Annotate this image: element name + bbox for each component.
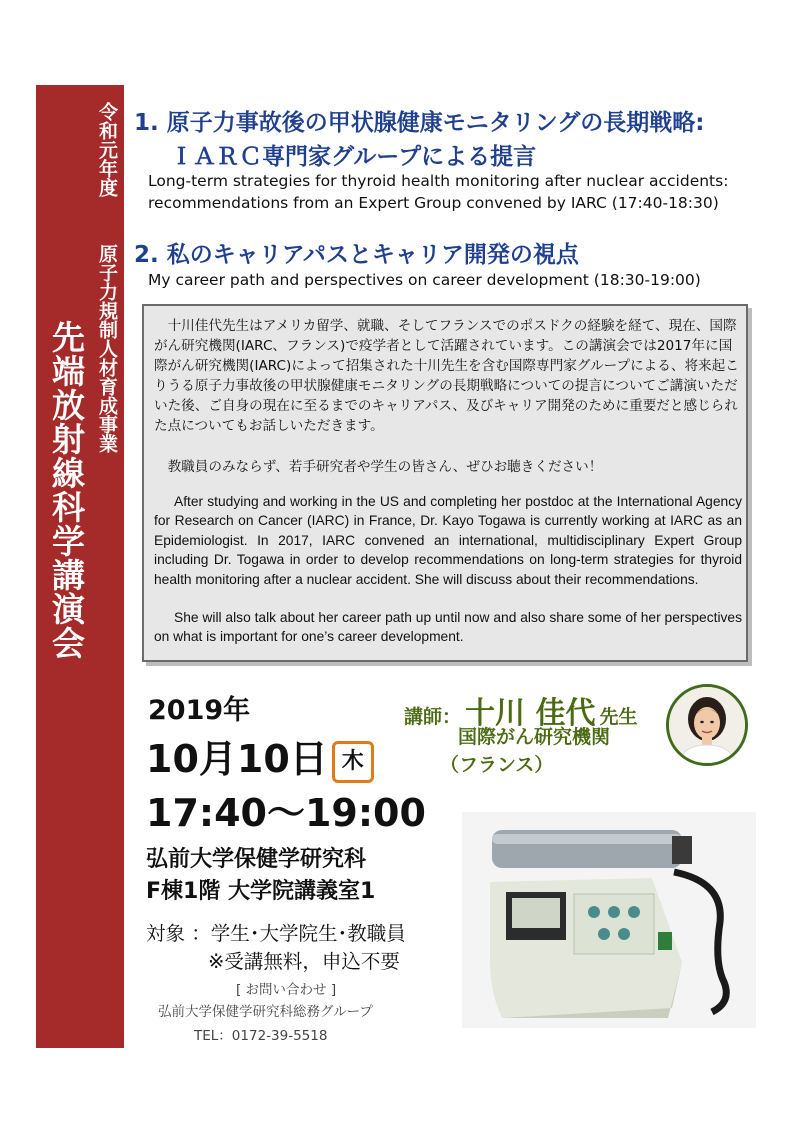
admission-note: ※受講無料，申込不要 [208, 950, 400, 973]
speaker-photo [666, 684, 748, 766]
venue-line2: F棟1階 大学院講義室1 [146, 879, 376, 904]
event-date-text: 10月10日 [146, 737, 328, 781]
description-english-para2: She will also talk about her career path up until now and also share some of her perspectives on what is important for one’s career development. [154, 610, 742, 645]
banner-lecture-title: 先端放射線科学講演会 [47, 320, 86, 660]
speaker-label: 講師： [404, 706, 462, 728]
speaker-organization: 国際がん研究機関 [458, 726, 611, 748]
talk1-title-line1: 1. 原子力事故後の甲状腺健康モニタリングの長期戦略: [134, 110, 705, 136]
event-date [146, 728, 374, 783]
audience: 対象 ：学生･大学院生･教職員 [146, 922, 406, 945]
banner-fiscal-year: 令和元年度 [96, 102, 118, 197]
contact-phone: TEL：0172-39-5518 [194, 1028, 328, 1044]
contact-group: 弘前大学保健学研究科総務グループ [158, 1004, 373, 1020]
contact-heading: [ お問い合わせ ] [236, 982, 337, 998]
weekday-badge: 木 [332, 741, 374, 783]
description-japanese-para1: 十川佳代先生はアメリカ留学、就職、そしてフランスでのポスドクの経験を経て、現在、国際がん研究機関(IARC、フランス)で疫学者として活躍されています。この講演会では2017年に国際がん研究機関(IARC)によって招集された十川先生を含む国際専門家グループによる、将来起こりうる原子力事故後の甲状腺健康モニタリングの長期戦略についての提言についてご講演いただいた後、ご自身の現在に至るまでのキャリアパス、及びキャリア開発のために重要だと感じられた点についてもお話しいただきます。 [154, 318, 739, 434]
talk2-title: 2. 私のキャリアパスとキャリア開発の視点 [134, 242, 579, 268]
speaker-country: （フランス） [440, 754, 554, 776]
description-japanese-para2: 教職員のみならず、若手研究者や学生の皆さん、ぜひお聴きください！ [154, 459, 603, 475]
talk1-english-line1: Long-term strategies for thyroid health monitoring after nuclear accidents: [148, 172, 729, 190]
talk1-english-line2: recommendations from an Expert Group convened by IARC (17:40-18:30) [148, 194, 719, 212]
speaker-honorific: 先生 [599, 706, 638, 728]
talk1-title-line2: ＩＡＲＣ専門家グループによる提言 [170, 144, 537, 170]
banner-program-name: 原子力規制人材育成事業 [96, 244, 118, 453]
event-year: 2019年 [148, 695, 251, 726]
event-time: 17:40～19:00 [146, 791, 426, 835]
description-english-para1: After studying and working in the US and completing her postdoc at the International Agency for Research on Cancer (IARC) in France, Dr. Kayo Togawa is currently working at IARC as an Epidemiologist. In 2017, IARC convened an international, multidisciplinary Expert Group including Dr. Togawa in order to develop recommendations on long-term strategies for thyroid health monitoring after a nuclear accident. She will discuss about their recommendations. [154, 494, 742, 587]
talk2-english: My career path and perspectives on career development (18:30-19:00) [148, 271, 701, 289]
radiation-survey-meter-image [462, 812, 756, 1028]
description-box [142, 304, 748, 662]
speaker-name: 十川 佳代 [465, 696, 596, 731]
venue-line1: 弘前大学保健学研究科 [146, 847, 367, 872]
